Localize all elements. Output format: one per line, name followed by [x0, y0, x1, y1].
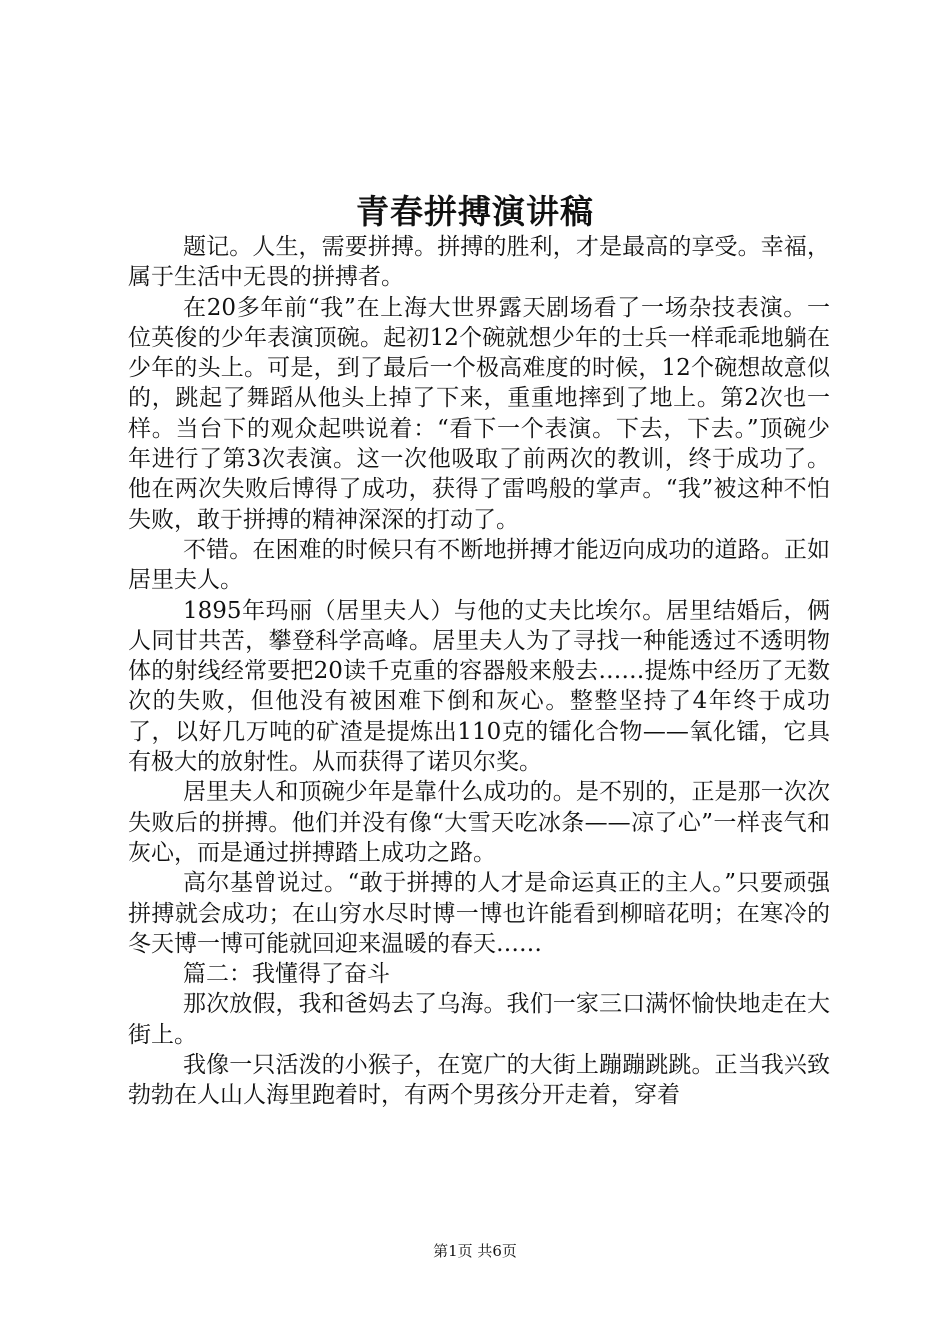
- paragraph-holiday: 那次放假，我和爸妈去了乌海。我们一家三口满怀愉快地走在大街上。: [128, 991, 830, 1048]
- paragraph-acrobat-story: 在20多年前“我”在上海大世界露天剧场看了一场杂技表演。一位英俊的少年表演顶碗。起初12个碗就想少年的士兵一样乖乖地躺在少年的头上。可是，到了最后一个极高难度的时候，12个碗想故意似的，跳起了舞蹈从他头上掉了下来，重重地摔到了地上。第2次也一样。当台下的观众起哄说着：“看下一个表演。下去，下去。”顶碗少年进行了第3次表演。这一次他吸取了前两次的教训，终于成功了。他在两次失败后博得了成功，获得了雷鸣般的掌声。“我”被这种不怕失败，敢于拼搏的精神深深的打动了。: [128, 294, 830, 533]
- document-title: 青春拼搏演讲稿: [356, 192, 594, 231]
- page-footer: 第1页 共6页: [433, 1242, 517, 1260]
- paragraph-street: 我像一只活泼的小猴子，在宽广的大街上蹦蹦跳跳。正当我兴致勃勃在人山人海里跑着时，有两个男孩分开走着，穿着: [128, 1052, 830, 1109]
- paragraph-transition: 不错。在困难的时候只有不断地拼搏才能迈向成功的道路。正如居里夫人。: [128, 536, 830, 594]
- section-heading-part-two: 篇二：我懂得了奋斗: [183, 961, 390, 988]
- document-body: [128, 232, 830, 1111]
- paragraph-reflection: 居里夫人和顶碗少年是靠什么成功的。是不别的，正是那一次次失败后的拼搏。他们并没有像“大雪天吃冰条——凉了心”一样丧气和灰心，而是通过拼搏踏上成功之路。: [128, 779, 830, 866]
- paragraph-inscription: 题记。人生，需要拼搏。拼搏的胜利，才是最高的享受。幸福，属于生活中无畏的拼搏者。: [128, 234, 830, 291]
- paragraph-gorky-quote: 高尔基曾说过。“敢于拼搏的人才是命运真正的主人。”只要顽强拼搏就会成功；在山穷水尽时博一博也许能看到柳暗花明；在寒冷的冬天博一博可能就回迎来温暖的春天……: [128, 870, 830, 957]
- paragraph-curie-story: 1895年玛丽（居里夫人）与他的丈夫比埃尔。居里结婚后，俩人同甘共苦，攀登科学高峰。居里夫人为了寻找一种能透过不透明物体的射线经常要把20读千克重的容器般来般去……提炼中经历了无数次的失败，但他没有被困难下倒和灰心。整整坚持了4年终于成功了，以好几万吨的矿渣是提炼出110克的镭化合物——氧化镭，它具有极大的放射性。从而获得了诺贝尔奖。: [128, 597, 830, 776]
